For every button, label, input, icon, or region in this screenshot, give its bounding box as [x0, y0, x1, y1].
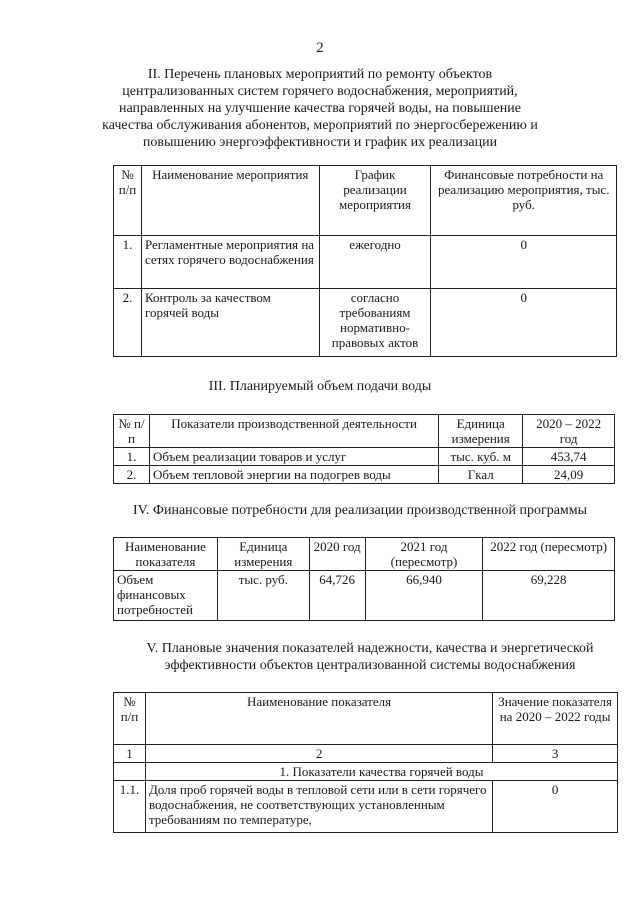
- row-schedule: согласно требованиям нормативно-правовых актов: [319, 289, 431, 357]
- col-header-num: № п/п: [114, 415, 150, 448]
- col-header-num: № п/п: [114, 693, 146, 745]
- section-3-heading: III. Планируемый объем подачи воды: [208, 379, 432, 394]
- table-row: [114, 781, 618, 833]
- table-header-row: [114, 538, 615, 571]
- row-schedule: ежегодно: [319, 236, 431, 289]
- row-num: 2.: [114, 289, 142, 357]
- table-header-row: [114, 166, 617, 236]
- row-2022: 69,228: [483, 571, 615, 621]
- row-2020: 64,726: [309, 571, 365, 621]
- table-row: [114, 571, 615, 621]
- table-row: [114, 236, 617, 289]
- col-header-name: Наименование мероприятия: [141, 166, 319, 236]
- section-2-table: [113, 165, 617, 357]
- col-header-cost: Финансовые потребности на реализацию мероприятия, тыс. руб.: [431, 166, 617, 236]
- row-unit: тыс. куб. м: [439, 448, 523, 466]
- group-spacer: [114, 763, 146, 781]
- section-5-table: [113, 692, 618, 833]
- index-cell-2: 2: [145, 745, 492, 763]
- group-row: [114, 763, 618, 781]
- table-row: [114, 289, 617, 357]
- index-row: [114, 745, 618, 763]
- index-cell-3: 3: [493, 745, 618, 763]
- row-2021: 66,940: [365, 571, 483, 621]
- table-header-row: [114, 415, 615, 448]
- table-row: [114, 448, 615, 466]
- group-title: 1. Показатели качества горячей воды: [145, 763, 617, 781]
- section-4-heading: IV. Финансовые потребности для реализации производственной программы: [132, 503, 588, 518]
- row-name: Объем тепловой энергии на подогрев воды: [149, 466, 438, 484]
- section-4-table: [113, 537, 615, 621]
- section-2-heading: II. Перечень плановых мероприятий по ремонту объектов централизованных систем горячего водоснабжения, мероприятий, направленных на улучшение качества горячей воды, на повышение качества обслуживания абонентов, мероприятий по энергосбережению и повышению энергоэффективности и график их реализации: [102, 67, 538, 150]
- row-unit: тыс. руб.: [217, 571, 309, 621]
- col-header-2022: 2022 год (пересмотр): [483, 538, 615, 571]
- col-header-name: Наименование показателя: [114, 538, 218, 571]
- row-num: 2.: [114, 466, 150, 484]
- row-num: 1.: [114, 448, 150, 466]
- table-row: [114, 466, 615, 484]
- row-name: Объем финансовых потребностей: [114, 571, 218, 621]
- row-unit: Гкал: [439, 466, 523, 484]
- col-header-value: Значение показателя на 2020 – 2022 годы: [493, 693, 618, 745]
- col-header-indicator: Показатели производственной деятельности: [149, 415, 438, 448]
- col-header-2021: 2021 год (пересмотр): [365, 538, 483, 571]
- row-name: Контроль за качеством горячей воды: [141, 289, 319, 357]
- col-header-period: 2020 – 2022 год: [523, 415, 615, 448]
- page-number: 2: [316, 40, 324, 56]
- table-header-row: [114, 693, 618, 745]
- col-header-indicator: Наименование показателя: [145, 693, 492, 745]
- col-header-num: № п/п: [114, 166, 142, 236]
- col-header-2020: 2020 год: [309, 538, 365, 571]
- row-name: Регламентные мероприятия на сетях горячего водоснабжения: [141, 236, 319, 289]
- row-value: 24,09: [523, 466, 615, 484]
- col-header-schedule: График реализации мероприятия: [319, 166, 431, 236]
- col-header-unit: Единица измерения: [217, 538, 309, 571]
- index-cell-1: 1: [114, 745, 146, 763]
- row-cost: 0: [431, 236, 617, 289]
- section-3-table: [113, 414, 615, 484]
- row-value: 0: [493, 781, 618, 833]
- row-num: 1.1.: [114, 781, 146, 833]
- col-header-unit: Единица измерения: [439, 415, 523, 448]
- row-num: 1.: [114, 236, 142, 289]
- section-5-heading: V. Плановые значения показателей надежности, качества и энергетической эффективности объектов централизованной системы водоснабжения: [146, 641, 594, 673]
- row-name: Объем реализации товаров и услуг: [149, 448, 438, 466]
- row-value: 453,74: [523, 448, 615, 466]
- row-name: Доля проб горячей воды в тепловой сети или в сети горячего водоснабжения, не соответствующих установленным требованиям по температуре,: [145, 781, 492, 833]
- row-cost: 0: [431, 289, 617, 357]
